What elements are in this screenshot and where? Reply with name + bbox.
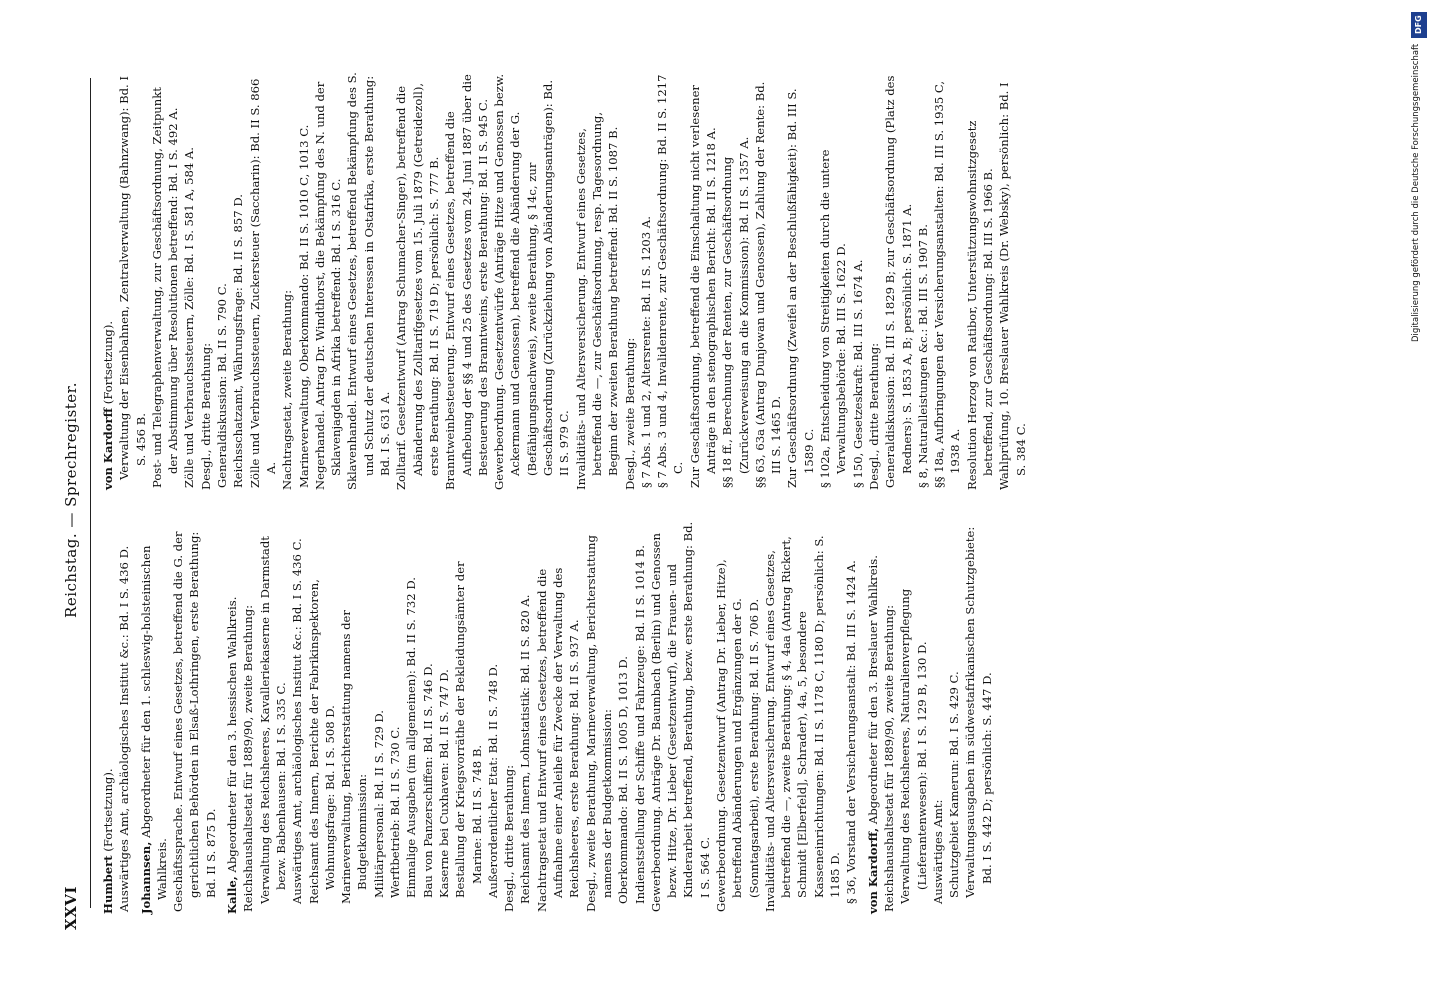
entry-heading [138,516,171,914]
register-line: Bestallung der Kriegsvorräthe der Bekleidungsämter der Marine: Bd. II S. 748 B. [453,561,484,898]
dfg-credit-text: Digitalisierung gefördert durch die Deutsche Forschungsgemeinschaft [1411,43,1421,342]
register-line: §§ 63, 63a (Antrag Dunjowan und Genossen), Zahlung der Rente: Bd. III S. 1465 D. [752,81,784,488]
register-line: Oberkommando: Bd. II S. 1005 D, 1013 D. [616,656,631,904]
register-line: Sklavenhandel. Entwurf eines Gesetzes, betreffend Bekämpfung des S. und Schutz der deutschen Interessen in Ostafrika, erste Berathung: Bd. I S. 631 A. [345,72,393,490]
register-line: §§ 18a, Aufbringungen der Versicherungsanstalten: Bd. III S. 1935 C, 1938 A. [932,80,963,488]
speaker-constituency: Abgeordneter für den 3. hessischen Wahlkreis. [225,596,240,877]
register-line: Generaldiskussion: Bd. III S. 1829 B; zur Geschäftsordnung (Platz des Redners): S. 1853 A, B; persönlich: S. 1871 A. [883,75,914,488]
register-line: § 36, Vorstand der Versicherungsanstalt: Bd. III S. 1424 A. [844,560,859,904]
register-line: Zur Geschäftsordnung (Zweifel an der Beschlußfähigkeit): Bd. III S. 1589 C. [785,88,816,488]
register-line: Verwaltungsausgaben im südwestafrikanischen Schutzgebiete: Bd. I S. 442 D; persönlich: S. 447 D. [963,526,994,898]
register-line: Reichshaushaltsetat für 1889/90, zweite Berathung: [241,604,256,912]
register-line: Gewerbeordnung. Anträge Dr. Baumbach (Berlin) und Genossen bezw. Hitze, Dr. Lieber (Gesetzentwurf), die Frauen- und Kinderarbeit betreffend, Berathung, bezw. erste Berathung: Bd. I S. 564 C. [648,521,712,912]
speaker-name: Kalle, [225,876,240,914]
register-entry [865,516,995,914]
register-line: § 7 Abs. 3 und 4, Invalidenrente, zur Geschäftsordnung: Bd. II S. 1217 C. [655,74,686,488]
register-line: Zölle und Verbrauchssteuern, Zölle: Bd. I S. 581 A, 584 A. [182,147,197,488]
register-line: Auswärtiges Amt, archäologisches Institut &c.: Bd. I S. 436 C. [290,538,305,904]
speaker-constituency: Abgeordneter für den 1. schleswig-holsteinischen Wahlkreis. [138,545,169,900]
register-line: §§ 18 ff., Berechnung der Renten, zur Geschäftsordnung (Zurückverweisung an die Kommission): Bd. II S. 1357 A. [720,136,751,488]
register-line: Zolltarif. Gesetzentwurf (Antrag Schumacher-Singer), betreffend die Abänderung des Zolltarifgesetzes vom 15. Juli 1879 (Getreidezoll), erste Berathung: Bd. II S. 719 D; persönlich: S. 777 B. [394,82,441,490]
header-rule [90,78,91,908]
dfg-logo: DFG [1411,12,1427,38]
register-line: Invaliditäts- und Altersversicherung. Entwurf eines Gesetzes, betreffend die —, zur Geschäftsordnung, resp. Tagesordnung, Beginn der zweiten Berathung betreffend: Bd. II S. 1087 B. [573,111,621,490]
register-line: Desgl., zweite Berathung: [622,337,637,490]
register-line: Zölle und Verbrauchssteuern, Zuckersteuer (Saccharin): Bd. II S. 866 A. [247,78,278,488]
register-line: Zur Geschäftsordnung, betreffend die Einschaltung nicht verlesener Anträge in den stenographischen Bericht: Bd. II S. 1218 A. [687,85,718,488]
register-line: Desgl., dritte Berathung: [198,342,213,490]
register-line: § 7 Abs. 1 und 2, Altersrente: Bd. II S. 1203 A. [638,216,653,488]
speaker-name: Johannsen, [138,841,153,914]
register-line: Reichsschatzamt, Währungsfrage: Bd. II S. 857 D. [231,194,246,488]
register-line: Werftbetrieb: Bd. II S. 730 C. [388,726,403,898]
register-line: Verwaltung des Reichsheeres, Naturalienverpflegung (Lieferantenwesen): Bd. I S. 129 B, 130 D. [898,588,929,904]
register-line: § 102a, Entscheidung von Streitigkeiten durch die untere Verwaltungsbehörde: Bd. III S. 1622 D. [818,149,849,488]
register-line: Nachtragsetat, zweite Berathung: [280,290,295,490]
page-number: XXVI [62,886,80,930]
speaker-name: von Kardorff, [865,827,880,914]
register-line: Desgl., zweite Berathung, Marineverwaltung, Berichterstattung namens der Budgetkommission: [583,535,614,912]
register-line: Negerhandel. Antrag Dr. Windthorst, die Bekämpfung des N. und der Sklavenjagden in Afrika betreffend: Bd. I S. 316 C. [312,81,344,490]
register-line: Reichshaushaltsetat für 1889/90, zweite Berathung: [881,604,896,912]
register-line: Desgl., dritte Berathung: [502,764,517,912]
dfg-stamp [1408,8,1430,342]
register-line: Wahlprüfung, 10. Breslauer Wahlkreis (Dr. Websky), persönlich: Bd. I S. 384 C. [997,82,1028,490]
register-entry [224,516,860,914]
page-title: Reichstag. — Sprechregister. [62,382,80,618]
speaker-constituency: (Fortsetzung). [101,768,115,856]
register-line: Verwaltung des Reichsheeres, Kavalleriekaserne in Darmstadt bezw. Babenhausen: Bd. I S. 335 C. [257,536,288,904]
register-line: Gewerbeordnung. Gesetzentwurf (Antrag Dr. Lieber, Hitze), betreffend Abänderungen und Ergänzungen der G. (Sonntagsarbeit), erste Berathung: Bd. II S. 706 D. [713,559,761,912]
speaker-constituency: (Fortsetzung). [101,320,115,408]
register-line: Marineverwaltung, Oberkommando: Bd. II S. 1010 C, 1013 C. [296,124,311,488]
register-line: Einmalige Ausgaben (im allgemeinen): Bd. II S. 732 D. [404,577,419,898]
register-line: Schutzgebiet Kamerun: Bd. I S. 429 C. [947,671,962,898]
register-line: § 150, Gesetzeskraft: Bd. III S. 1674 A. [850,259,865,488]
register-line: Verwaltung der Eisenbahnen, Zentralverwaltung (Bahnzwang): Bd. I S. 456 B. [117,75,148,480]
speaker-name: Humbert [101,855,115,914]
entry-heading [100,516,116,914]
entry-heading [100,70,116,490]
register-line: Branntweinbesteuerung. Entwurf eines Gesetzes, betreffend die Aufhebung der §§ 4 und 25 des Gesetzes vom 24. Juni 1887 über die Besteuerung des Branntweins, erste Berathung: Bd. II S. 945 C. [443,74,490,490]
register-line: § 8, Naturalleistungen &c.: Bd. III S. 1907 B. [915,224,930,488]
register-line: Auswärtiges Amt, archäologisches Institut &c.: Bd. I S. 436 D. [117,545,132,912]
register-line: Reichsamt des Innern, Lohnstatistik: Bd. II S. 820 A. [518,594,533,904]
register-line: Nachtragsetat und Entwurf eines Gesetzes, betreffend die Aufnahme einer Anleihe für Zwecke der Verwaltung des Reichsheeres, erste Berathung: Bd. II S. 937 A. [534,567,582,912]
speaker-name: von Kardorff [101,407,115,490]
speaker-constituency: Abgeordneter für den 3. Breslauer Wahlkreis. [865,555,880,828]
register-line: Bau von Panzerschiffen: Bd. II S. 746 D. [420,663,435,898]
register-entry [100,516,133,914]
register-line: Post- und Telegraphenverwaltung, zur Geschäftsordnung, Zeitpunkt der Abstimmung über Resolutionen betreffend: Bd. I S. 492 A. [149,87,181,488]
register-line: Marineverwaltung, Berichterstattung namens der Budgetkommission: [339,610,370,904]
register-line: Geschäftssprache. Entwurf eines Gesetzes, betreffend die G. der gerichtlichen Behörden in Elsaß-Lothringen, erste Berathung: Bd. II S. 875 D. [171,531,218,912]
register-line: Generaldiskussion: Bd. II S. 790 C. [215,283,230,488]
register-line: Auswärtiges Amt: [930,799,945,904]
register-line: Invaliditäts- und Altersversicherung. Entwurf eines Gesetzes, betreffend die —, zweite Berathung: § 4, 4aa (Antrag Rickert, Schmidt [Elberfeld], Schrader), 4a, 5, besondere Kasseneinrichtungen: Bd. II S. 1178 C, 1180 D; persönlich: S. 1185 D. [762,535,843,912]
left-column [100,516,1000,914]
entry-heading [224,516,240,914]
register-line: Resolution Herzog von Ratibor, Unterstützungswohnsitzgesetz betreffend, zur Geschäftsordnung: Bd. III S. 1966 B. [964,120,996,490]
register-line: Kaserne bei Cuxhaven: Bd. II S. 747 D. [436,669,451,898]
register-line: Indienststellung der Schiffe und Fahrzeuge: Bd. II S. 1014 B. [632,545,647,904]
register-line: Desgl., dritte Berathung: [866,342,881,490]
right-column [100,70,1034,490]
register-line: Militärpersonal: Bd. II S. 729 D. [371,710,386,898]
register-line: Reichsamt des Innern, Berichte der Fabrikinspektoren, Wohnungsfrage: Bd. I S. 508 D. [306,579,337,904]
page-header [62,70,88,930]
register-line: Gewerbeordnung. Gesetzentwürfe (Anträge Hitze und Genossen bezw. Ackermann und Genossen), betreffend die Abänderung der G. (Befähigungsnachweis), zweite Berathung, § 14c, zur Geschäftsordnung (Zurückziehung von Abänderungsanträgen): Bd. II S. 979 C. [492,73,572,490]
register-line: Außerordentlicher Etat: Bd. II S. 748 D. [485,663,500,898]
register-entry [100,70,1029,490]
register-entry [138,516,219,914]
entry-heading [865,516,881,914]
